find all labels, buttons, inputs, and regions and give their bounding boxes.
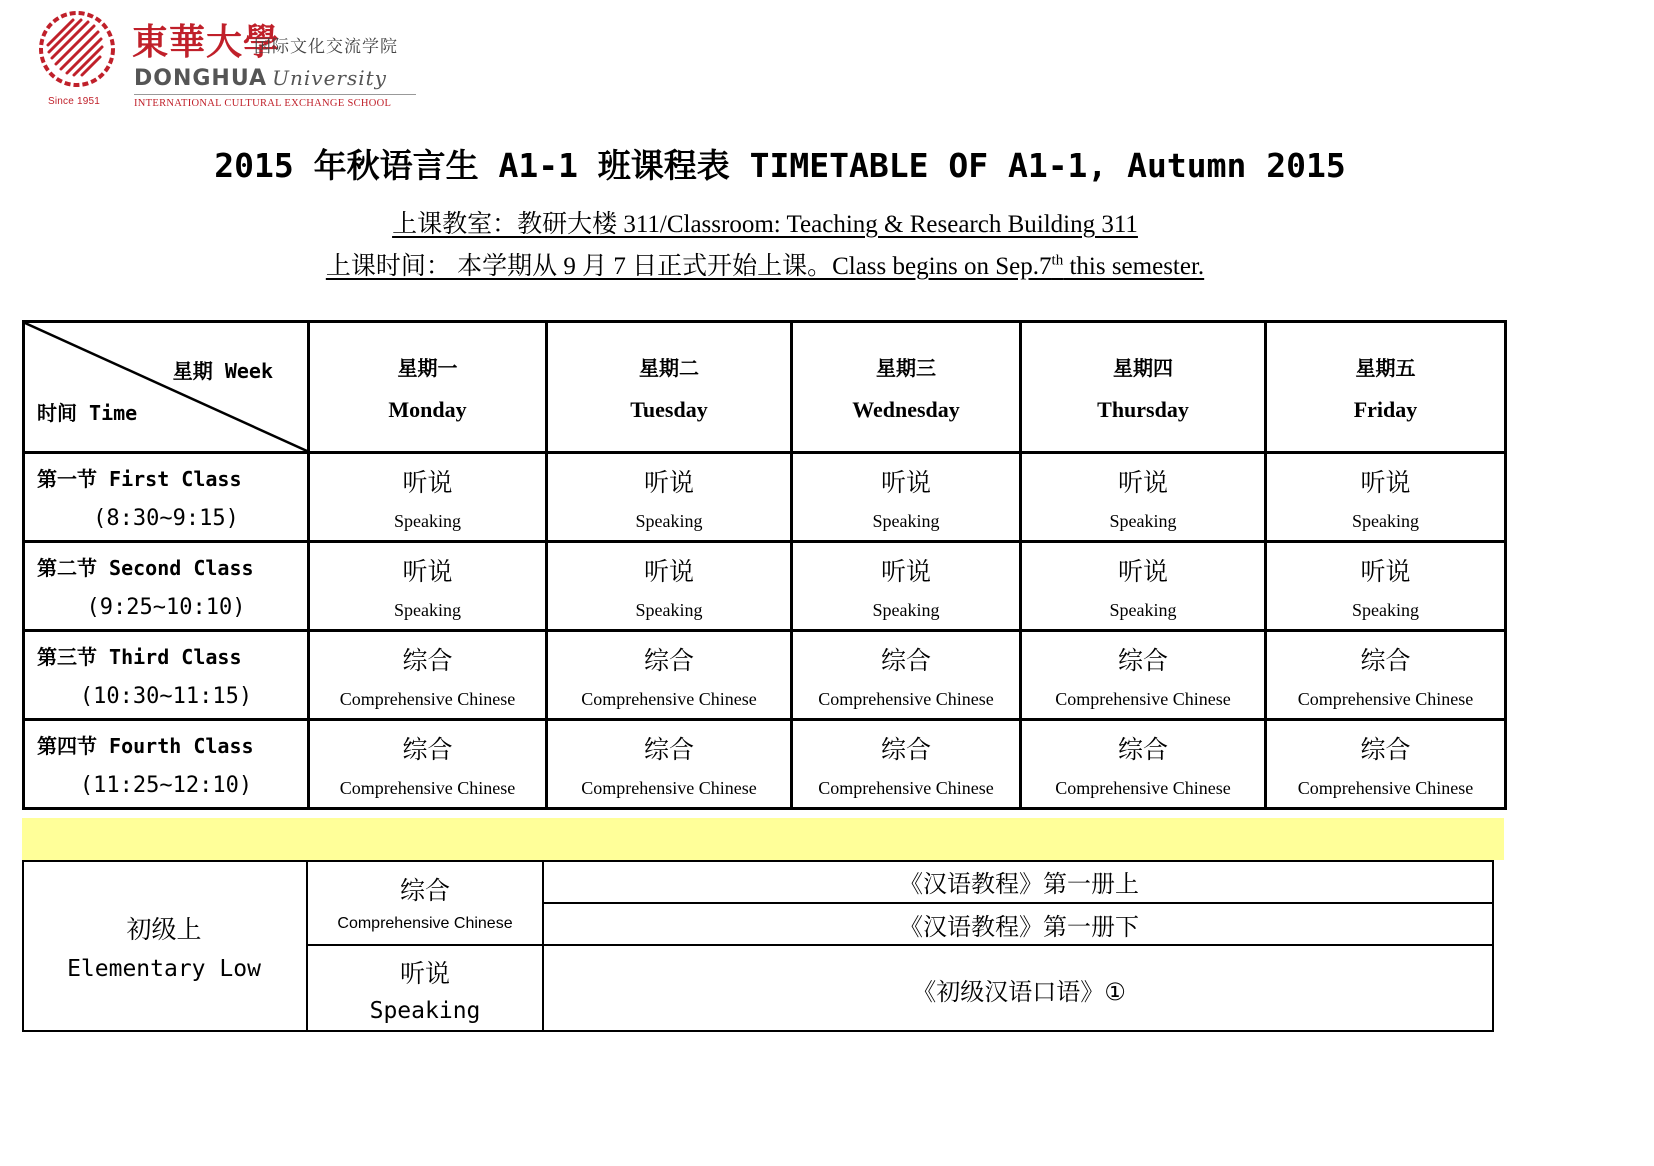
class-cell [792, 720, 1021, 809]
slot-name: 第二节 Second Class [37, 556, 254, 580]
subject-en: Speaking [369, 998, 481, 1024]
slot-label [24, 631, 309, 720]
class-en: Speaking [394, 510, 461, 531]
class-en: Speaking [635, 599, 703, 620]
class-cell [547, 453, 792, 542]
timetable-row-second-class [24, 542, 1506, 631]
class-en: Speaking [635, 510, 703, 531]
day-header-wednesday [792, 322, 1021, 453]
book-cell [544, 946, 1494, 1032]
day-en: Monday [388, 396, 467, 422]
book-title: 《汉语教程》第一册下 [899, 912, 1139, 941]
class-en: Comprehensive Chinese [1055, 688, 1231, 709]
class-en: Comprehensive Chinese [1297, 688, 1474, 709]
day-en: Friday [1353, 396, 1418, 422]
class-cell [547, 720, 792, 809]
logo-english-name [134, 66, 387, 91]
slot-time: (8:30~9:15) [93, 506, 239, 531]
corner-cell [24, 322, 309, 453]
class-en: Speaking [1352, 599, 1419, 620]
timetable-row-first-class [24, 453, 1506, 542]
class-cell [1021, 542, 1266, 631]
class-cn: 听说 [643, 467, 694, 497]
class-en: Comprehensive Chinese [1297, 777, 1474, 798]
class-cn: 综合 [1117, 734, 1168, 764]
slot-label [24, 453, 309, 542]
corner-week-label: 星期 Week [172, 359, 273, 383]
class-en: Speaking [872, 599, 940, 620]
slot-name: 第四节 Fourth Class [37, 734, 254, 758]
slot-label [24, 542, 309, 631]
start-date-prefix: 上课时间： 本学期从 9 月 7 日正式开始上课。Class begins on Sep.7 [325, 253, 1052, 280]
diagonal-divider [25, 323, 307, 451]
class-en: Speaking [1109, 599, 1177, 620]
day-header-tuesday [547, 322, 792, 453]
class-en: Comprehensive Chinese [581, 777, 757, 798]
book-cell [544, 860, 1494, 902]
day-en: Thursday [1097, 396, 1189, 422]
class-en: Speaking [394, 599, 461, 620]
class-cell [792, 631, 1021, 720]
class-cn: 听说 [1117, 467, 1168, 497]
class-cn: 综合 [1117, 645, 1168, 675]
class-cell [1266, 720, 1506, 809]
day-header-friday [1266, 322, 1506, 453]
start-date-line [0, 246, 1530, 282]
day-cn: 星期一 [397, 355, 458, 380]
class-cn: 综合 [1360, 645, 1411, 675]
class-cn: 听说 [402, 467, 453, 497]
class-en: Comprehensive Chinese [339, 777, 516, 798]
class-cn: 综合 [880, 734, 931, 764]
class-en: Comprehensive Chinese [339, 688, 516, 709]
textbook-table [22, 860, 1494, 1032]
corner-time-label: 时间 Time [37, 401, 138, 425]
class-cn: 听说 [1117, 556, 1168, 586]
class-cn: 听说 [1360, 467, 1411, 497]
class-cell [792, 542, 1021, 631]
start-date-sup: th [1051, 252, 1064, 269]
subject-comprehensive-cell [308, 860, 542, 944]
class-cn: 综合 [643, 734, 694, 764]
slot-name: 第一节 First Class [37, 467, 242, 491]
level-en: Elementary Low [67, 956, 261, 982]
logo-divider [134, 94, 416, 95]
class-en: Speaking [1352, 510, 1419, 531]
donghua-emblem-icon [36, 8, 118, 90]
level-cn: 初级上 [126, 915, 202, 944]
subject-speaking-cell [308, 946, 542, 1032]
class-cn: 听说 [880, 467, 931, 497]
class-cell [1021, 631, 1266, 720]
logo-english-italic: University [272, 66, 387, 90]
university-logo [36, 8, 416, 109]
book-title: 《汉语教程》第一册上 [899, 869, 1139, 898]
timetable-row-third-class [24, 631, 1506, 720]
class-en: Speaking [872, 510, 940, 531]
class-cn: 听说 [1360, 556, 1411, 586]
day-header-thursday [1021, 322, 1266, 453]
subject-cn: 综合 [399, 876, 450, 905]
start-date-text [326, 253, 1204, 280]
logo-school-name: INTERNATIONAL CULTURAL EXCHANGE SCHOOL [134, 98, 392, 109]
class-cn: 听说 [643, 556, 694, 586]
timetable [22, 320, 1507, 810]
class-cn: 综合 [1360, 734, 1411, 764]
yellow-separator-band [22, 818, 1504, 860]
subject-cn: 听说 [399, 959, 450, 988]
day-en: Tuesday [630, 396, 708, 422]
logo-english-bold: DONGHUA [134, 66, 268, 91]
class-cn: 综合 [402, 734, 453, 764]
slot-name: 第三节 Third Class [37, 645, 242, 669]
timetable-row-fourth-class [24, 720, 1506, 809]
class-cell [547, 542, 792, 631]
logo-chinese-subtitle: 国际文化交流学院 [254, 37, 398, 57]
day-cn: 星期五 [1355, 355, 1416, 380]
book-title: 《初级汉语口语》① [912, 977, 1126, 1006]
class-cell [1021, 720, 1266, 809]
class-cn: 听说 [402, 556, 453, 586]
classroom-text: 上课教室：教研大楼 311/Classroom: Teaching & Research Building 311 [392, 211, 1138, 238]
class-cell [1266, 542, 1506, 631]
class-en: Comprehensive Chinese [1055, 777, 1231, 798]
class-cell [309, 720, 547, 809]
book-cell [544, 904, 1494, 944]
class-cell [309, 453, 547, 542]
class-cell [547, 631, 792, 720]
timetable-header-row [24, 322, 1506, 453]
day-cn: 星期三 [876, 355, 936, 380]
class-cn: 听说 [880, 556, 931, 586]
slot-label [24, 720, 309, 809]
start-date-suffix: this semester. [1063, 253, 1205, 280]
slot-time: (9:25~10:10) [86, 595, 246, 620]
class-cn: 综合 [880, 645, 931, 675]
class-cn: 综合 [402, 645, 453, 675]
page-title: 2015 年秋语言生 A1-1 班课程表 TIMETABLE OF A1-1, Autumn 2015 [214, 146, 1346, 185]
class-en: Speaking [1109, 510, 1177, 531]
level-cell [22, 860, 306, 1032]
class-cell [1266, 631, 1506, 720]
logo-since-text: Since 1951 [48, 96, 101, 107]
day-en: Wednesday [852, 396, 960, 422]
classroom-line [0, 204, 1530, 240]
day-header-monday [309, 322, 547, 453]
class-cell [1266, 453, 1506, 542]
class-en: Comprehensive Chinese [818, 688, 994, 709]
class-cell [792, 453, 1021, 542]
slot-time: (10:30~11:15) [79, 684, 253, 709]
subject-en: Comprehensive Chinese [337, 915, 513, 932]
class-cell [1021, 453, 1266, 542]
logo-chinese-name: 東華大學 [132, 21, 281, 63]
class-en: Comprehensive Chinese [581, 688, 757, 709]
day-cn: 星期二 [639, 355, 699, 380]
slot-time: (11:25~12:10) [79, 773, 253, 798]
class-cell [309, 542, 547, 631]
day-cn: 星期四 [1113, 355, 1173, 380]
class-cell [309, 631, 547, 720]
class-en: Comprehensive Chinese [818, 777, 994, 798]
class-cn: 综合 [643, 645, 694, 675]
